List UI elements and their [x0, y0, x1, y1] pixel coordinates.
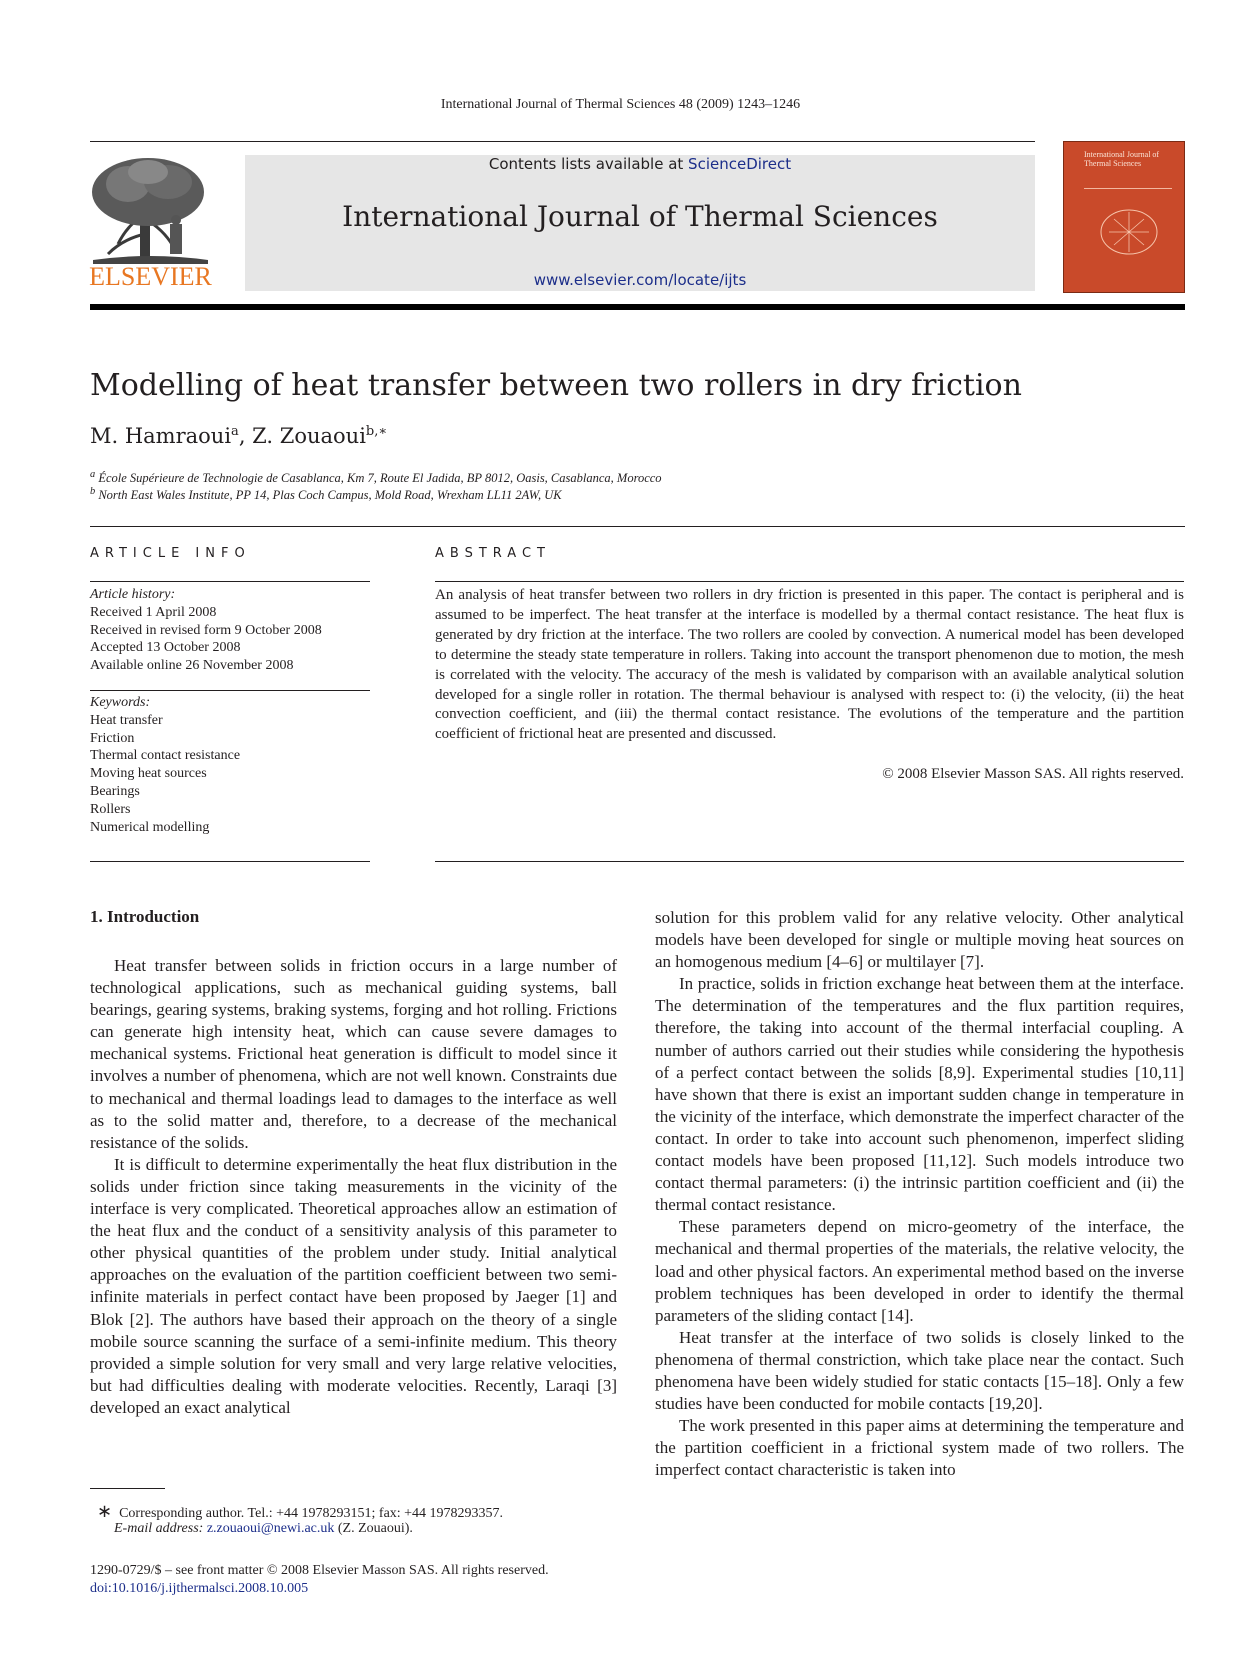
journal-cover-thumbnail[interactable]	[1063, 141, 1185, 293]
corresponding-author-note	[97, 1501, 503, 1522]
contents-line	[245, 155, 1035, 173]
affiliation-marker: b	[90, 486, 96, 497]
body-column-left	[90, 955, 617, 1419]
affiliation-marker: a	[231, 424, 239, 439]
affiliation-b	[90, 486, 562, 503]
email-note	[114, 1521, 413, 1537]
paragraph: These parameters depend on micro-geometry of the interface, the mechanical and thermal properties of the materials, the relative velocity, the load and other physical factors. An experimental method based on the inverse problem techniques has been developed in order to identify the thermal parameters of the sliding contact [14].	[655, 1217, 1184, 1325]
keyword: Thermal contact resistance	[90, 748, 241, 764]
issn-line: 1290-0729/$ – see front matter © 2008 Elsevier Masson SAS. All rights reserved.	[90, 1563, 549, 1578]
divider	[90, 581, 370, 582]
paragraph: In practice, solids in friction exchange heat between them at the interface. The determination of the temperatures and the flux partition requires, therefore, the taking into account of the thermal interfacial coupling. A number of authors carried out their studies while considering the hypothesis of a perfect contact between the solids [8,9]. Experimental studies [10,11] have shown that there is exist an important sudden change in temperature in the vicinity of the interface, which demonstrate the imperfect character of the contact. In order to take into account such phenomenon, imperfect sliding contact models have been proposed [11,12]. Such models introduce two contact thermal parameters: (i) the intrinsic partition coefficient and (ii) the thermal contact resistance.	[655, 974, 1184, 1215]
corresponding-text: Corresponding author. Tel.: +44 1978293151; fax: +44 1978293357.	[119, 1506, 504, 1521]
keyword: Bearings	[90, 783, 140, 799]
history-item: Available online 26 November 2008	[90, 658, 294, 674]
journal-title: International Journal of Thermal Sciences	[342, 200, 938, 233]
divider	[90, 690, 370, 691]
footnote-star: ∗	[97, 1501, 113, 1521]
cover-title: International Journal of Thermal Sciences	[1084, 150, 1160, 168]
paragraph: Heat transfer at the interface of two solids is closely linked to the phenomena of thermal constriction, which take place near the contact. Such phenomena have been widely studied for static contacts [15–18]. Only a few studies have been conducted for mobile contacts [19,20].	[655, 1327, 1184, 1414]
keyword: Friction	[90, 730, 135, 746]
keyword: Moving heat sources	[90, 766, 207, 782]
divider	[90, 526, 1185, 527]
history-item: Accepted 13 October 2008	[90, 640, 241, 656]
author-name[interactable]: M. Hamraoui	[90, 424, 232, 448]
paragraph: It is difficult to determine experimentally the heat flux distribution in the solids under friction since taking measurements in the vicinity of the interface is very complicated. Theoretical approaches allow an estimation of the heat flux and the conduct of a sensitivity analysis of this parameter to other physical quantities of the problem under study. Initial analytical approaches on the evaluation of the partition coefficient between two semi-infinite materials in perfect contact have been proposed by Jaeger [1] and Blok [2]. The authors have based their approach on the theory of a single mobile source scanning the surface of a semi-infinite medium. This theory provided a simple solution for very small and very large relative velocities, but had difficulties dealing with moderate velocities. Recently, Laraqi [3] developed an exact analytical	[90, 1154, 617, 1417]
journal-url-link[interactable]: www.elsevier.com/locate/ijts	[533, 271, 747, 289]
keywords-label: Keywords:	[90, 695, 151, 710]
section-heading: 1. Introduction	[90, 907, 200, 926]
elsevier-wordmark: ELSEVIER	[89, 262, 212, 291]
body-column-right	[655, 907, 1184, 1481]
author-separator: ,	[238, 424, 253, 448]
elsevier-logo[interactable]	[88, 154, 213, 292]
divider	[90, 861, 370, 862]
email-label: E-mail address:	[114, 1521, 204, 1536]
affiliation-a	[90, 469, 662, 486]
history-item: Received in revised form 9 October 2008	[90, 622, 322, 638]
cover-rule	[1084, 188, 1172, 189]
keywords	[90, 694, 370, 836]
footnote-rule	[90, 1488, 165, 1489]
email-suffix: (Z. Zouaoui).	[337, 1521, 413, 1536]
paper-title: Modelling of heat transfer between two rollers in dry friction	[90, 368, 1022, 403]
email-link[interactable]: z.zouaoui@newi.ac.uk	[206, 1521, 335, 1536]
affiliation-text: École Supérieure de Technologie de Casablanca, Km 7, Route El Jadida, BP 8012, Oasis, Casablanca, Morocco	[98, 471, 662, 486]
paragraph: solution for this problem valid for any relative velocity. Other analytical models have been developed for single or multiple moving heat sources on an homogenous medium [4–6] or multilayer [7].	[655, 908, 1184, 972]
keyword: Heat transfer	[90, 712, 163, 728]
article-history	[90, 586, 370, 675]
contents-prefix: Contents lists available at	[488, 155, 689, 173]
divider	[435, 581, 1184, 582]
header-thick-rule	[90, 304, 1185, 310]
divider	[435, 861, 1184, 862]
paragraph: Heat transfer between solids in friction occurs in a large number of technological applications, such as mechanical guiding systems, ball bearings, gearing systems, braking systems, forging and hot rolling. Frictions can generate high intensity heat, which can cause severe damages to mechanical systems. Frictional heat generation is difficult to model since it involves a number of phenomena, which are not well known. Constraints due to mechanical and thermal loadings lead to damages to the interface as well as to the solid matter and, therefore, to a decrease of the mechanical resistance of the solids.	[90, 956, 617, 1152]
abstract-heading: ABSTRACT	[435, 546, 551, 561]
affiliation-text: North East Wales Institute, PP 14, Plas Coch Campus, Mold Road, Wrexham LL11 2AW, UK	[98, 488, 562, 503]
history-label: Article history:	[90, 587, 176, 602]
affiliation-marker: a	[90, 469, 96, 480]
paragraph: The work presented in this paper aims at determining the temperature and the partition coefficient in a frictional system made of two rollers. The imperfect contact characteristic is taken into	[655, 1416, 1184, 1480]
article-info-heading: ARTICLE INFO	[90, 546, 251, 561]
abstract-copyright: © 2008 Elsevier Masson SAS. All rights reserved.	[882, 766, 1184, 782]
doi-link[interactable]: doi:10.1016/j.ijthermalsci.2008.10.005	[90, 1581, 309, 1596]
affiliation-marker: b,∗	[365, 424, 388, 439]
keyword: Numerical modelling	[90, 819, 210, 835]
abstract-text: An analysis of heat transfer between two rollers in dry friction is presented in this paper. The contact is peripheral and is assumed to be imperfect. The heat transfer at the interface is modelled by a thermal contact resistance. The heat flux is generated by dry friction at the interface. The two rollers are cooled by convection. A numerical model has been developed to determine the steady state temperature in rollers. Taking into account the transport phenomenon due to motion, the mesh is correlated with the velocity. The accuracy of the mesh is validated by comparison with an available analytical solution developed for a single roller in rotation. The thermal behaviour is analysed with respect to: (i) the velocity, (ii) the heat convection coefficient, and (iii) the thermal contact resistance. The evolutions of the temperature and the partition coefficient of frictional heat are presented and discussed.	[435, 587, 1184, 743]
history-item: Received 1 April 2008	[90, 604, 217, 620]
running-head: International Journal of Thermal Sciences 48 (2009) 1243–1246	[440, 97, 801, 112]
keyword: Rollers	[90, 801, 131, 817]
author-name[interactable]: Z. Zouaoui	[252, 424, 366, 448]
header-rule	[90, 141, 1035, 142]
author-list	[90, 424, 387, 448]
sciencedirect-link[interactable]: ScienceDirect	[688, 155, 792, 173]
cover-flame-icon	[1094, 197, 1164, 267]
